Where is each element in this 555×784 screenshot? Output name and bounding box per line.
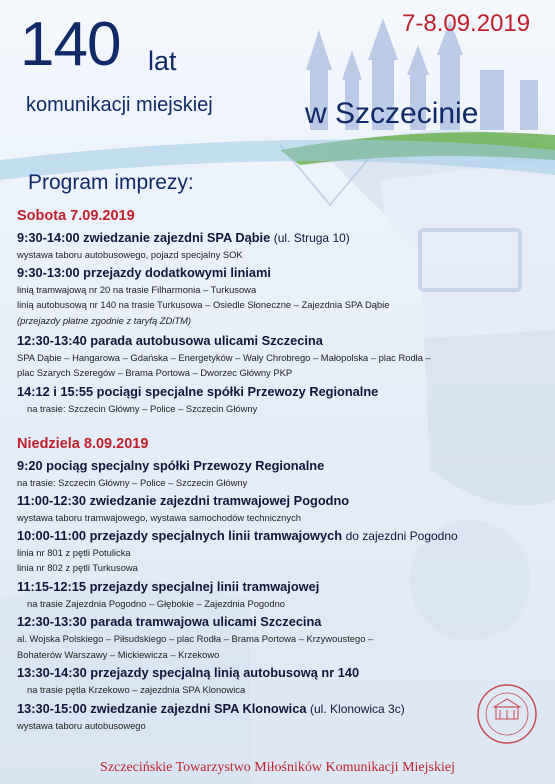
society-seal-logo	[476, 683, 538, 745]
title-number: 140	[20, 10, 121, 79]
event-note: (ul. Struga 10)	[273, 231, 350, 245]
saturday-heading: Sobota 7.09.2019	[17, 208, 135, 224]
sun-event-2-desc: wystawa taboru tramwajowego, wystawa samochodów technicznych	[17, 512, 301, 523]
sat-event-2-desc-2: linią autobusową nr 140 na trasie Turkusowa – Osiedle Słoneczne – Zajezdnia SPA Dąbie	[17, 299, 390, 310]
event-title: 9:30-14:00 zwiedzanie zajezdni SPA Dąbie	[17, 230, 271, 245]
sat-event-2-desc-3: (przejazdy płatne zgodnie z taryfą ZDiTM)	[17, 315, 192, 326]
sun-event-5-desc-2: Bohaterów Warszawy – Mickiewicza – Krzekowo	[17, 649, 220, 660]
sun-event-6: 13:30-14:30 przejazdy specjalną linią autobusową nr 140	[17, 665, 360, 680]
program-title: Program imprezy:	[28, 171, 194, 194]
sun-event-7	[17, 702, 405, 717]
sun-event-1-desc: na trasie: Szczecin Główny – Police – Szczecin Główny	[17, 477, 248, 488]
event-title: 13:30-15:00 zwiedzanie zajezdni SPA Klonowica	[17, 701, 307, 716]
sun-event-1: 9:20 pociąg specjalny spółki Przewozy Regionalne	[17, 458, 325, 473]
sun-event-3-desc-1: linia nr 801 z pętli Potulicka	[17, 547, 131, 558]
event-note: (ul. Klonowica 3c)	[310, 702, 405, 716]
event-title: 10:00-11:00 przejazdy specjalnych linii tramwajowych	[17, 528, 343, 543]
sat-event-3-desc-1: SPA Dąbie – Hangarowa – Gdańska – Energetyków – Wały Chrobrego – Małopolska – plac Rodła –	[17, 352, 431, 363]
event-note: do zajezdni Pogodno	[345, 529, 458, 543]
sun-event-2: 11:00-12:30 zwiedzanie zajezdni tramwajowej Pogodno	[17, 493, 350, 508]
sun-event-4: 11:15-12:15 przejazdy specjalnej linii tramwajowej	[17, 579, 320, 594]
sun-event-4-desc: na trasie Zajezdnia Pogodno – Głębokie – Zajezdnia Pogodno	[27, 598, 285, 609]
sun-event-3-desc-2: linia nr 802 z pętli Turkusowa	[17, 562, 138, 573]
sat-event-3: 12:30-13:40 parada autobusowa ulicami Szczecina	[17, 333, 323, 348]
sun-event-5: 12:30-13:30 parada tramwajowa ulicami Szczecina	[17, 614, 322, 629]
footer-organizer: Szczecińskie Towarzystwo Miłośników Komunikacji Miejskiej	[100, 760, 455, 775]
subtitle: komunikacji miejskiej	[26, 94, 213, 116]
sat-event-4: 14:12 i 15:55 pociągi specjalne spółki Przewozy Regionalne	[17, 384, 379, 399]
sun-event-5-desc-1: al. Wojska Polskiego – Piłsudskiego – plac Rodła – Brama Portowa – Krzywoustego –	[17, 633, 374, 644]
sun-event-7-desc: wystawa taboru autobusowego	[17, 720, 146, 731]
sat-event-3-desc-2: plac Szarych Szeregów – Brama Portowa – Dworzec Główny PKP	[17, 367, 293, 378]
title-lat: lat	[148, 46, 177, 76]
sat-event-2: 9:30-13:00 przejazdy dodatkowymi liniami	[17, 265, 271, 280]
sat-event-2-desc-1: linią tramwajową nr 20 na trasie Filharmonia – Turkusowa	[17, 284, 257, 295]
sat-event-4-desc: na trasie: Szczecin Główny – Police – Szczecin Główny	[27, 403, 258, 414]
sat-event-1	[17, 231, 350, 246]
sun-event-6-desc: na trasie pętla Krzekowo – zajezdnia SPA Klonowica	[27, 684, 246, 695]
sun-event-3	[17, 529, 458, 544]
sat-event-1-desc: wystawa taboru autobusowego, pojazd specjalny SOK	[17, 249, 243, 260]
event-dates: 7-8.09.2019	[402, 10, 531, 37]
sunday-heading: Niedziela 8.09.2019	[17, 436, 149, 452]
city-title: w Szczecinie	[305, 97, 479, 130]
